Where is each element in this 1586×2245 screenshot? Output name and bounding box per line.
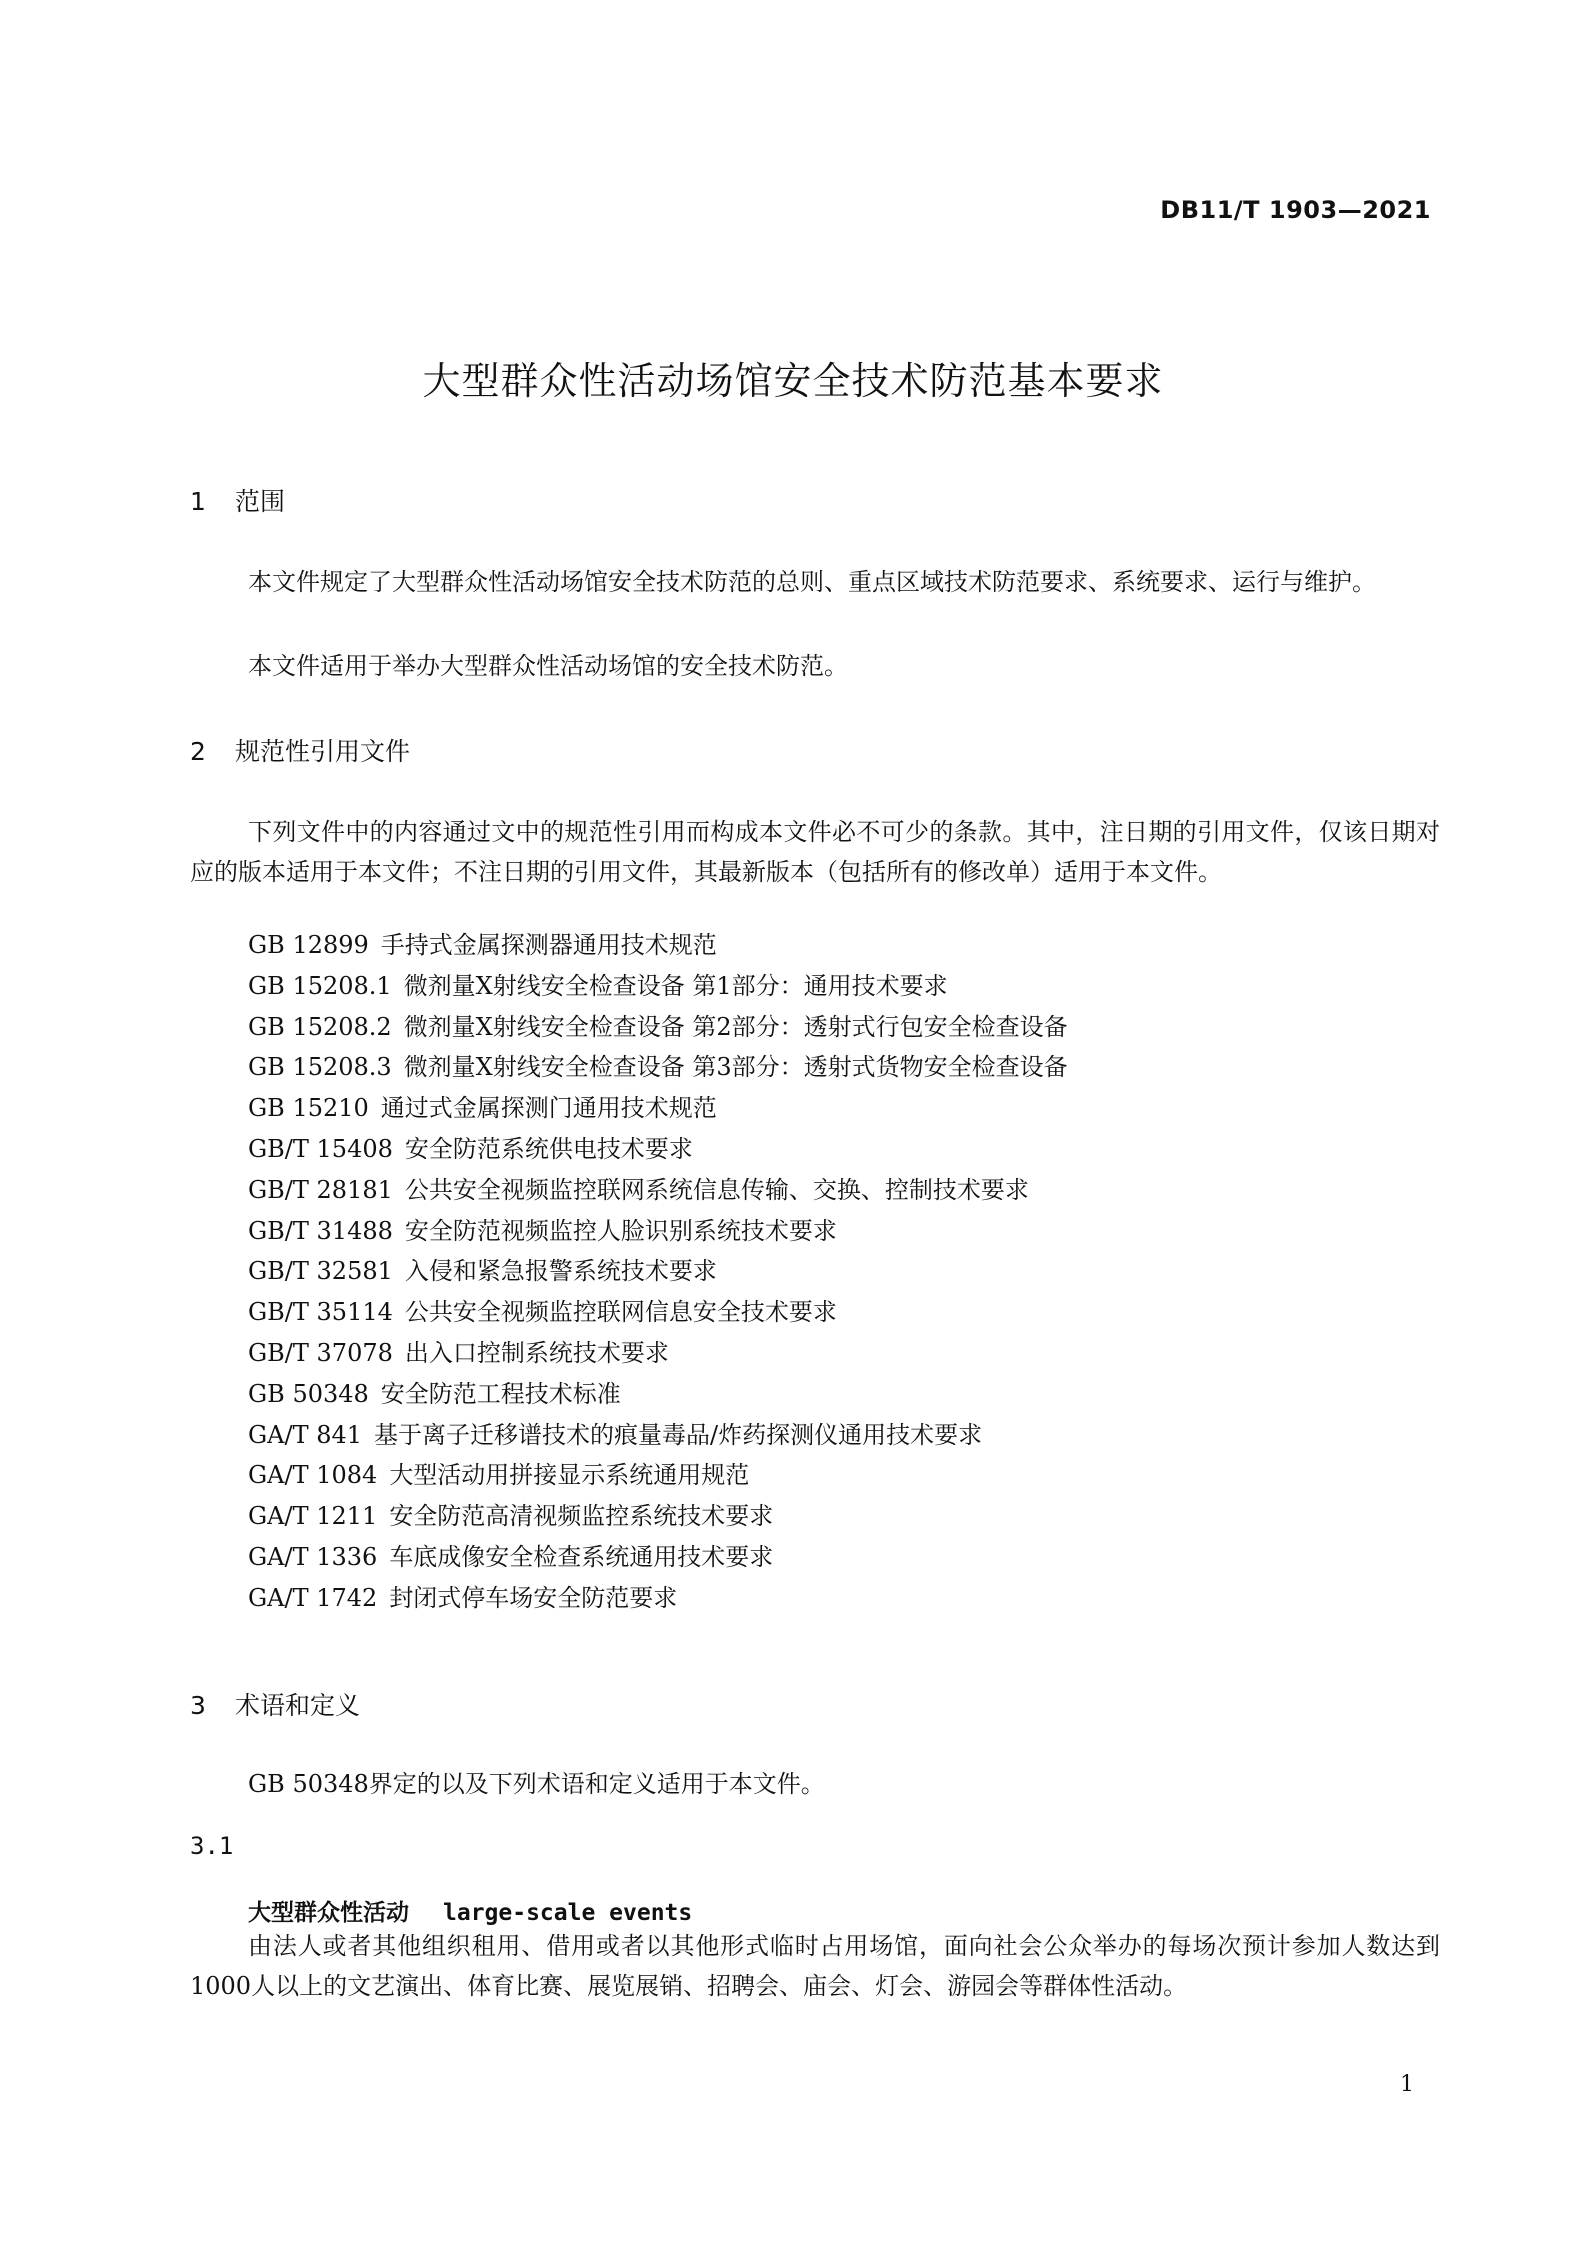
section-heading-terms-definitions: [190, 1686, 360, 1722]
reference-name: 大型活动用拼接显示系统通用规范: [389, 1461, 750, 1490]
reference-name: 公共安全视频监控联网系统信息传输、交换、控制技术要求: [404, 1175, 1029, 1204]
list-item: [248, 925, 1068, 966]
list-item: [248, 966, 1068, 1007]
reference-list: [248, 925, 1068, 1619]
reference-code: GA/T 1211: [248, 1502, 378, 1531]
reference-name: 出入口控制系统技术要求: [404, 1338, 669, 1367]
reference-name: 通过式金属探测门通用技术规范: [380, 1094, 717, 1123]
reference-code: GA/T 841: [248, 1420, 363, 1449]
list-item: [248, 1129, 1068, 1170]
paragraph-references-intro: 下列文件中的内容通过文中的规范性引用而构成本文件必不可少的条款。其中，注日期的引用文件，仅该日期对应的版本适用于本文件；不注日期的引用文件，其最新版本（包括所有的修改单）适用于本文件。: [190, 818, 1440, 886]
list-item: [248, 1496, 1068, 1537]
reference-code: GB 15210: [248, 1094, 369, 1123]
paragraph-terms-intro: GB 50348界定的以及下列术语和定义适用于本文件。: [248, 1770, 825, 1798]
list-item: [248, 1537, 1068, 1578]
list-item: [248, 1415, 1068, 1456]
reference-name: 封闭式停车场安全防范要求: [389, 1583, 678, 1612]
list-item: [248, 1088, 1068, 1129]
list-item: [248, 1211, 1068, 1252]
reference-code: GB 12899: [248, 931, 369, 959]
reference-code: GB/T 37078: [248, 1338, 393, 1367]
term-title: [248, 1894, 692, 1927]
term-title-cn: 大型群众性活动: [248, 1900, 409, 1926]
section-number: 3: [190, 1691, 206, 1720]
reference-code: GA/T 1336: [248, 1542, 378, 1571]
document-title: 大型群众性活动场馆安全技术防范基本要求: [422, 359, 1164, 403]
paragraph-scope-1: 本文件规定了大型群众性活动场馆安全技术防范的总则、重点区域技术防范要求、系统要求、运行与维护。: [248, 568, 1376, 596]
reference-name: 车底成像安全检查系统通用技术要求: [389, 1542, 774, 1571]
section-title: 规范性引用文件: [235, 737, 411, 766]
reference-name: 入侵和紧急报警系统技术要求: [404, 1257, 717, 1286]
list-item: [248, 1578, 1068, 1619]
reference-name: 微剂量X射线安全检查设备 第3部分：透射式货物安全检查设备: [403, 1053, 1068, 1082]
term-title-en: large-scale events: [443, 1900, 693, 1926]
reference-code: GB 15208.3: [248, 1053, 392, 1082]
reference-name: 安全防范视频监控人脸识别系统技术要求: [404, 1216, 837, 1245]
reference-code: GB/T 31488: [248, 1216, 393, 1245]
reference-name: 基于离子迁移谱技术的痕量毒品/炸药探测仪通用技术要求: [374, 1420, 983, 1449]
page-number: 1: [1400, 2072, 1414, 2097]
reference-name: 安全防范系统供电技术要求: [404, 1134, 693, 1163]
list-item: [248, 1292, 1068, 1333]
term-number: 3.1: [190, 1832, 234, 1860]
section-title: 范围: [235, 487, 286, 516]
reference-code: GB 15208.1: [248, 971, 392, 1000]
reference-code: GB/T 15408: [248, 1134, 393, 1163]
reference-name: 手持式金属探测器通用技术规范: [380, 931, 717, 959]
section-title: 术语和定义: [235, 1691, 361, 1720]
paragraph-scope-2: 本文件适用于举办大型群众性活动场馆的安全技术防范。: [248, 652, 848, 680]
reference-code: GA/T 1084: [248, 1461, 378, 1490]
list-item: [248, 1333, 1068, 1374]
reference-code: GB/T 35114: [248, 1298, 393, 1327]
reference-name: 安全防范工程技术标准: [380, 1379, 621, 1408]
reference-name: 微剂量X射线安全检查设备 第1部分：通用技术要求: [403, 971, 948, 1000]
reference-name: 安全防范高清视频监控系统技术要求: [389, 1502, 774, 1531]
list-item: [248, 1455, 1068, 1496]
reference-code: GB 15208.2: [248, 1012, 392, 1041]
list-item: [248, 1047, 1068, 1088]
list-item: [248, 1170, 1068, 1211]
list-item: [248, 1251, 1068, 1292]
list-item: [248, 1374, 1068, 1415]
document-code: DB11/T 1903—2021: [1160, 196, 1431, 224]
reference-name: 公共安全视频监控联网信息安全技术要求: [404, 1298, 837, 1327]
reference-code: GA/T 1742: [248, 1583, 378, 1612]
section-number: 2: [190, 737, 206, 766]
term-definition: 由法人或者其他组织租用、借用或者以其他形式临时占用场馆，面向社会公众举办的每场次预计参加人数达到1000人以上的文艺演出、体育比赛、展览展销、招聘会、庙会、灯会、游园会等群体性活动。: [190, 1932, 1440, 2000]
reference-code: GB/T 32581: [248, 1257, 393, 1286]
reference-name: 微剂量X射线安全检查设备 第2部分：透射式行包安全检查设备: [403, 1012, 1068, 1041]
section-heading-normative-references: [190, 732, 410, 768]
reference-code: GB/T 28181: [248, 1175, 393, 1204]
list-item: [248, 1007, 1068, 1048]
section-number: 1: [190, 487, 206, 516]
section-heading-scope: [190, 482, 285, 518]
reference-code: GB 50348: [248, 1379, 369, 1408]
